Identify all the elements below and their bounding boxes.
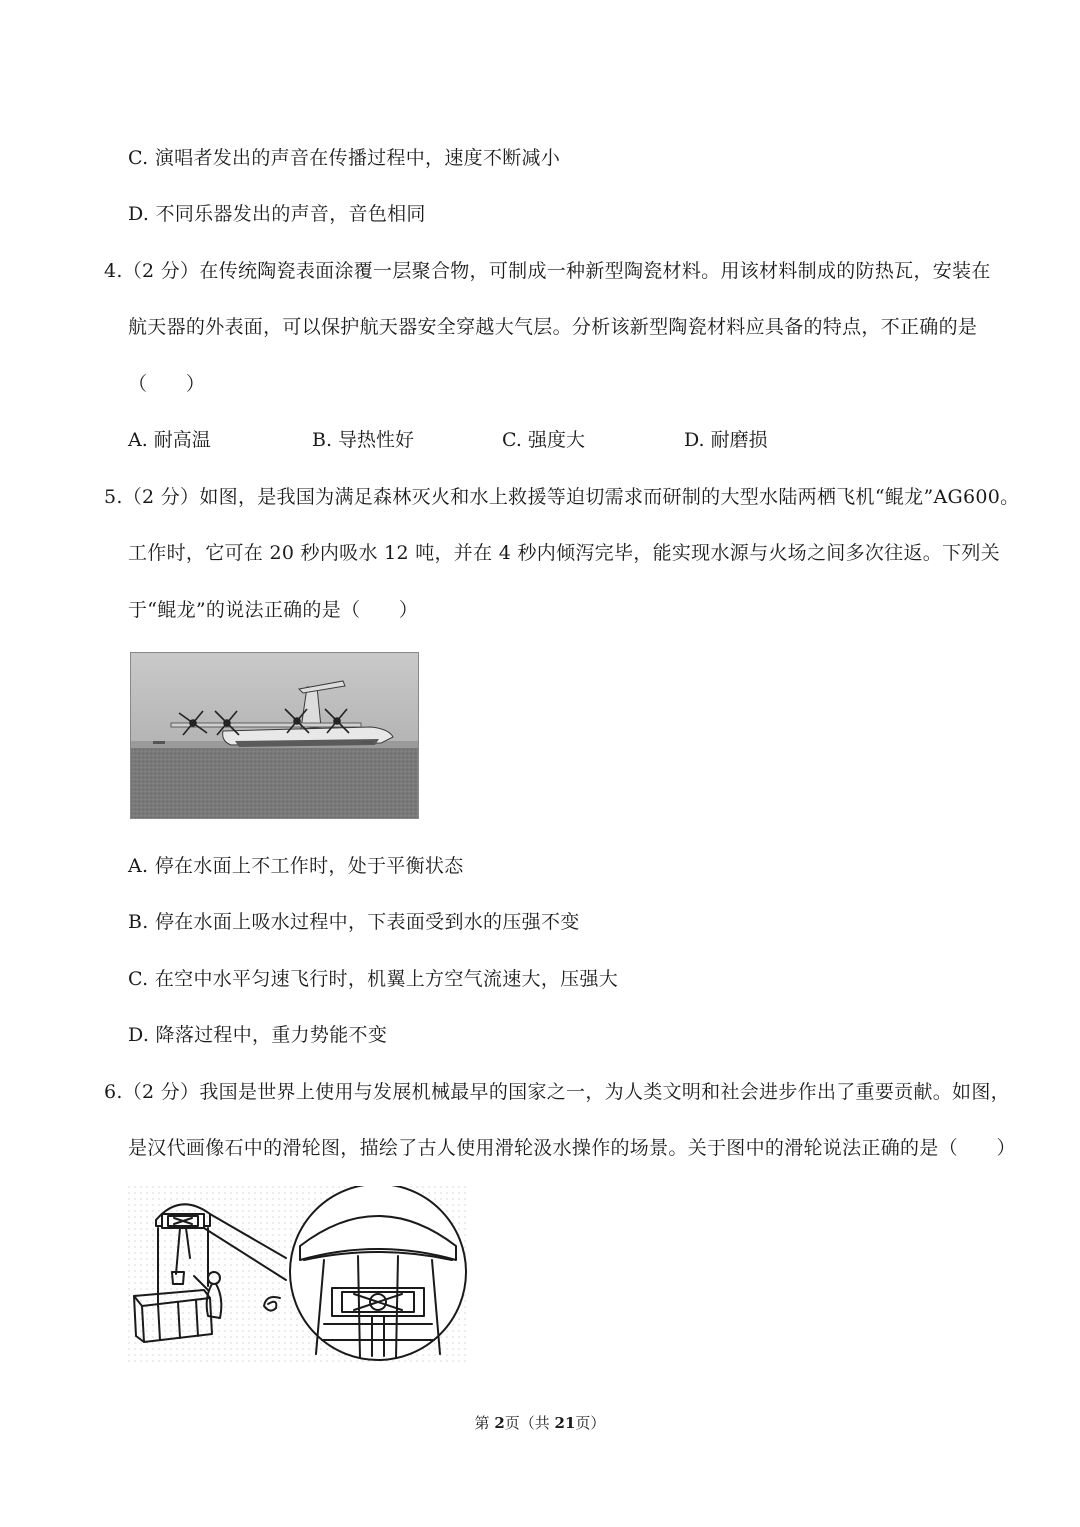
q3-option-c: C. 演唱者发出的声音在传播过程中，速度不断减小 — [128, 147, 561, 169]
q6-stem-line-2: 是汉代画像石中的滑轮图，描绘了古人使用滑轮汲水操作的场景。关于图中的滑轮说法正确的是（ ） — [128, 1137, 1016, 1159]
page-footer — [0, 1412, 1080, 1434]
q5-stem-line-2: 工作时，它可在 20 秒内吸水 12 吨，并在 4 秒内倾泻完毕，能实现水源与火场之间多次往返。下列关 — [128, 542, 1000, 564]
q4-option-b: B. 导热性好 — [312, 429, 415, 451]
q4-answer-blank: （ ） — [128, 373, 206, 395]
q4-stem-line-1: 4.（2 分）在传统陶瓷表面涂覆一层聚合物，可制成一种新型陶瓷材料。用该材料制成的防热瓦，安装在 — [104, 260, 991, 282]
q4-stem-line-2: 航天器的外表面，可以保护航天器安全穿越大气层。分析该新型陶瓷材料应具备的特点，不正确的是 — [128, 316, 978, 338]
q5-option-a: A. 停在水面上不工作时，处于平衡状态 — [128, 855, 464, 877]
seaplane-photo — [130, 652, 419, 819]
footer-suffix: 页） — [575, 1414, 606, 1432]
q5-option-c: C. 在空中水平匀速飞行时，机翼上方空气流速大，压强大 — [128, 968, 619, 990]
q4-option-d: D. 耐磨损 — [684, 429, 768, 451]
q5-stem-line-3: 于“鲲龙”的说法正确的是（ ） — [128, 599, 419, 621]
q4-options-row — [128, 426, 848, 454]
q4-option-c: C. 强度大 — [502, 429, 585, 451]
footer-total-pages: 21 — [554, 1414, 576, 1432]
footer-middle: 页（共 — [504, 1414, 555, 1432]
q6-stem-line-1: 6.（2 分）我国是世界上使用与发展机械最早的国家之一，为人类文明和社会进步作出了重要贡献。如图， — [104, 1081, 1010, 1103]
footer-page-number: 2 — [494, 1414, 505, 1432]
q4-option-a: A. 耐高温 — [128, 429, 211, 451]
q5-option-d: D. 降落过程中，重力势能不变 — [128, 1024, 388, 1046]
q5-option-b: B. 停在水面上吸水过程中，下表面受到水的压强不变 — [128, 911, 580, 933]
q3-option-d: D. 不同乐器发出的声音，音色相同 — [128, 203, 426, 225]
pulley-illustration — [128, 1186, 470, 1362]
footer-prefix: 第 — [474, 1414, 495, 1432]
q5-stem-line-1: 5.（2 分）如图，是我国为满足森林灭火和水上救援等迫切需求而研制的大型水陆两栖飞机“鲲龙”AG600。 — [104, 486, 1020, 508]
